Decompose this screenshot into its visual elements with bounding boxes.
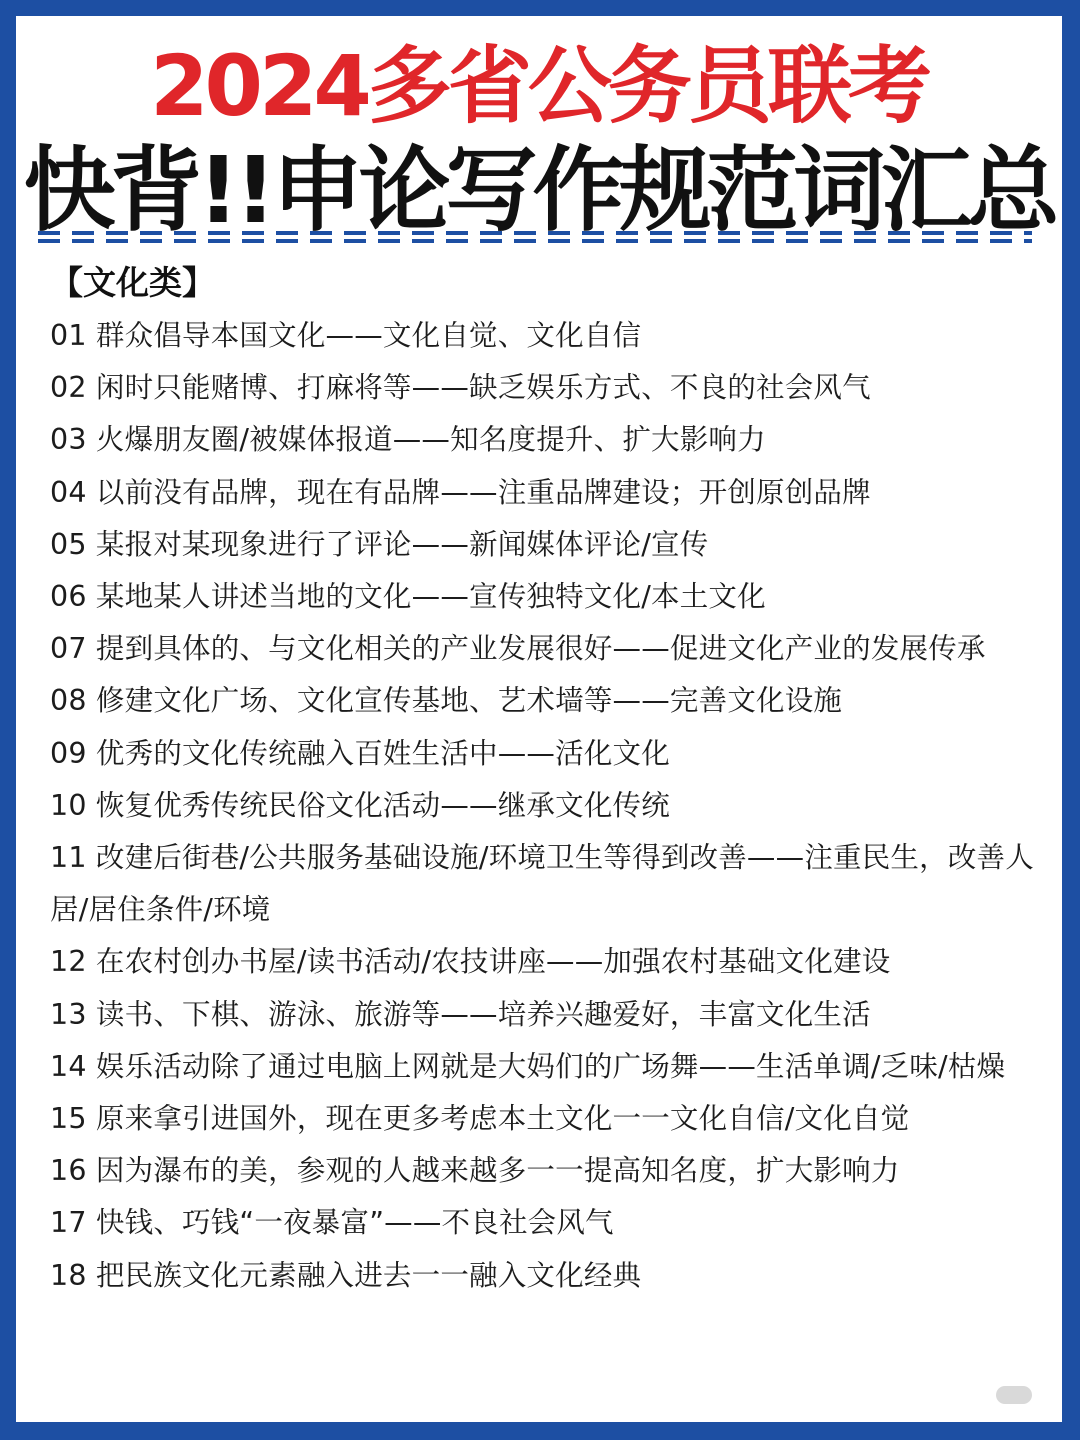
- watermark-badge: [996, 1386, 1032, 1404]
- list-item: 13 读书、下棋、游泳、旅游等——培养兴趣爱好，丰富文化生活: [50, 997, 871, 1031]
- term-list: [50, 310, 1040, 1302]
- list-item: 03 火爆朋友圈/被媒体报道——知名度提升、扩大影响力: [50, 423, 766, 457]
- list-item: 04 以前没有品牌，现在有品牌——注重品牌建设；开创原创品牌: [50, 475, 871, 509]
- page-title: 2024多省公务员联考: [150, 37, 928, 135]
- list-item: 07 提到具体的、与文化相关的产业发展很好——促进文化产业的发展传承: [50, 632, 986, 666]
- list-item: 02 闲时只能赌博、打麻将等——缺乏娱乐方式、不良的社会风气: [50, 371, 871, 405]
- list-item: 08 修建文化广场、文化宣传基地、艺术墙等——完善文化设施: [50, 684, 843, 718]
- list-item: 06 某地某人讲述当地的文化——宣传独特文化/本土文化: [50, 580, 766, 614]
- list-item: 10 恢复优秀传统民俗文化活动——继承文化传统: [50, 788, 670, 822]
- list-item: 12 在农村创办书屋/读书活动/农技讲座——加强农村基础文化建设: [50, 945, 891, 979]
- page-frame: [16, 16, 1062, 1422]
- section-header: 【文化类】: [50, 263, 215, 302]
- list-item: 15 原来拿引进国外，现在更多考虑本土文化一一文化自信/文化自觉: [50, 1102, 910, 1136]
- list-item: 16 因为瀑布的美，参观的人越来越多一一提高知名度，扩大影响力: [50, 1154, 900, 1188]
- list-item: 05 某报对某现象进行了评论——新闻媒体评论/宣传: [50, 527, 709, 561]
- dashed-divider: [38, 230, 1032, 244]
- list-item: 18 把民族文化元素融入进去一一融入文化经典: [50, 1258, 642, 1292]
- page-subtitle: 快背!!申论写作规范词汇总: [23, 137, 1055, 244]
- list-item: 09 优秀的文化传统融入百姓生活中——活化文化: [50, 736, 670, 770]
- list-item: 11 改建后街巷/公共服务基础设施/环境卫生等得到改善——注重民生，改善人居/居住条件/环境: [50, 841, 1034, 927]
- list-item: 17 快钱、巧钱“一夜暴富”——不良社会风气: [50, 1206, 614, 1240]
- list-item: 01 群众倡导本国文化——文化自觉、文化自信: [50, 319, 642, 352]
- list-item: 14 娱乐活动除了通过电脑上网就是大妈们的广场舞——生活单调/乏味/枯燥: [50, 1049, 1006, 1083]
